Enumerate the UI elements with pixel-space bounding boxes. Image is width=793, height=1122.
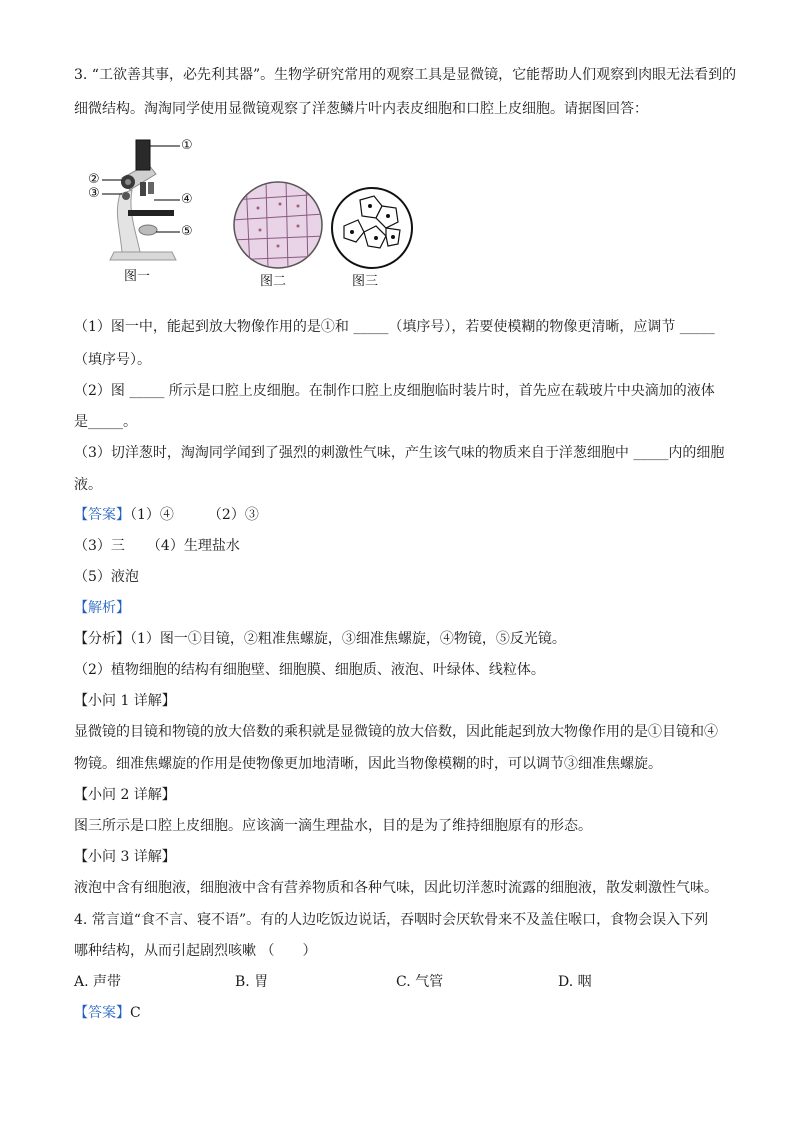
answer-3: （3）三 — [74, 538, 125, 554]
detail1-title: 【小问 1 详解】 — [74, 693, 176, 709]
detail1-line-1: 显微镜的目镜和物镜的放大倍数的乘积就是显微镜的放大倍数，因此能起到放大物像作用的是①目镜和④ — [74, 724, 718, 740]
fenxi-text-1: （1）图一①目镜，②粗准焦螺旋，③细准焦螺旋，④物镜，⑤反光镜。 — [130, 631, 566, 647]
q4-stem-line-1: 4. 常言道“食不言、寝不语”。有的人边吃饭边说话，吞咽时会厌软骨来不及盖住喉口，食物会误入下列 — [74, 912, 709, 928]
cheek-cells-figure — [330, 186, 414, 270]
q3-sub3-line-1: （3）切洋葱时，淘淘同学闻到了强烈的刺激性气味，产生该气味的物质来自于洋葱细胞中 _____内的细胞 — [74, 445, 725, 461]
q3-sub1-line-2: （填序号）。 — [74, 352, 151, 368]
answer-4: （4）生理盐水 — [146, 538, 240, 554]
detail1-line-2: 物镜。细准焦螺旋的作用是使物像更加地清晰，因此当物像模糊的时，可以调节③细准焦螺旋。 — [74, 756, 662, 772]
q3-stem-line-2: 细微结构。淘淘同学使用显微镜观察了洋葱鳞片叶内表皮细胞和口腔上皮细胞。请据图回答： — [74, 101, 648, 117]
callout-4: ④ — [181, 192, 193, 207]
q3-sub2-line-1: （2）图 _____ 所示是口腔上皮细胞。在制作口腔上皮细胞临时装片时，首先应在载玻片中央滴加的液体 — [74, 383, 715, 399]
fig2-caption: 图二 — [260, 274, 287, 289]
fenxi-line-1 — [74, 630, 566, 648]
q3-answer-row-1 — [74, 506, 259, 524]
q3-sub1-line-1: （1）图一中，能起到放大物像作用的是①和 _____（填序号），若要使模糊的物像更清晰，应调节 _____ — [74, 319, 715, 335]
q3-stem-line-1: 3. “工欲善其事，必先利其器”。生物学研究常用的观察工具是显微镜，它能帮助人们观察到肉眼无法看到的 — [74, 67, 737, 83]
q4-answer-label: 【答案】 — [74, 1005, 130, 1021]
callout-5: ⑤ — [181, 224, 193, 239]
detail2-line-1: 图三所示是口腔上皮细胞。应该滴一滴生理盐水，目的是为了维持细胞原有的形态。 — [74, 818, 592, 834]
q4-answer-row — [74, 1004, 141, 1022]
detail2-title: 【小问 2 详解】 — [74, 787, 176, 803]
fenxi-line-2: （2）植物细胞的结构有细胞壁、细胞膜、细胞质、液泡、叶绿体、线粒体。 — [74, 662, 545, 678]
q3-answer-row-2 — [74, 537, 240, 555]
fenxi-label: 【分析】 — [74, 631, 130, 647]
callout-1: ① — [181, 138, 193, 153]
answer-2: （2）③ — [207, 507, 259, 523]
onion-cells-figure — [232, 180, 324, 270]
detail3-line-1: 液泡中含有细胞液，细胞液中含有营养物质和各种气味，因此切洋葱时流露的细胞液，散发刺激性气味。 — [74, 880, 718, 896]
q4-answer: C — [130, 1005, 141, 1021]
q4-option-c: C. 气管 — [396, 974, 444, 990]
detail3-title: 【小问 3 详解】 — [74, 849, 176, 865]
callout-3: ③ — [88, 186, 100, 201]
microscope-figure — [84, 134, 214, 268]
q4-option-a: A. 声带 — [74, 974, 122, 990]
q4-option-d: D. 咽 — [558, 974, 592, 990]
answer-1: （1）④ — [130, 507, 174, 523]
q4-option-b: B. 胃 — [235, 974, 269, 990]
q3-sub2-line-2: 是_____。 — [74, 414, 137, 430]
fig1-caption: 图一 — [124, 269, 151, 284]
analysis-label: 【解析】 — [74, 600, 130, 616]
fig3-caption: 图三 — [352, 274, 379, 289]
q4-stem-line-2: 哪种结构，从而引起剧烈咳嗽 （ ） — [74, 943, 317, 959]
q3-sub3-line-2: 液。 — [74, 477, 102, 493]
answer-5: （5）液泡 — [74, 569, 139, 585]
callout-2: ② — [88, 172, 100, 187]
answer-label: 【答案】 — [74, 507, 130, 523]
